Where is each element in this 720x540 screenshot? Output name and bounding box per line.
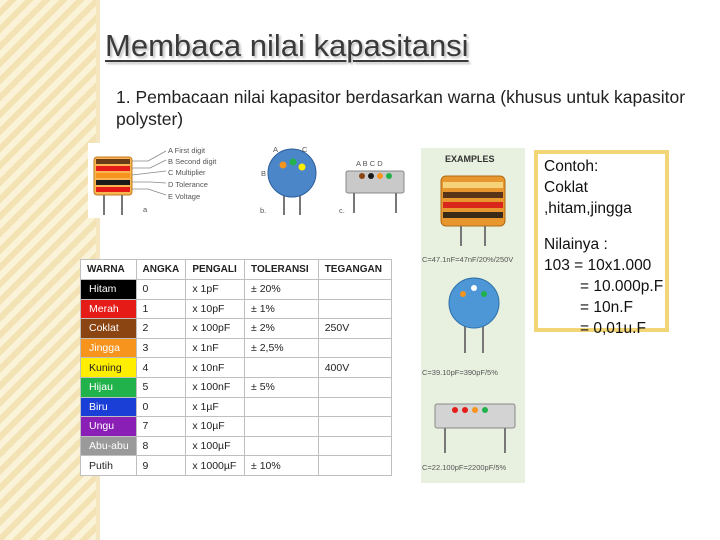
cell-tegangan xyxy=(318,436,391,456)
header-angka: ANGKA xyxy=(136,260,186,280)
table-row xyxy=(81,319,392,339)
cell-toleransi: ± 10% xyxy=(245,456,319,476)
table-row xyxy=(81,280,392,300)
example-1-value: C=47.1nF=47nF/20%/250V xyxy=(422,255,514,264)
cell-tegangan: 400V xyxy=(318,358,391,378)
cell-toleransi xyxy=(245,397,319,417)
slide-title: Membaca nilai kapasitansi xyxy=(105,28,469,63)
nilai-label: Nilainya : xyxy=(544,236,608,253)
calc-line-2: = 10.000p.F xyxy=(580,278,664,295)
example-3-value: C=22.100pF=2200pF/5% xyxy=(422,463,507,472)
capacitor-diagram-b xyxy=(256,143,328,218)
figure-b-marker: b. xyxy=(260,206,267,215)
cell-angka: 5 xyxy=(136,377,186,397)
cell-warna: Hitam xyxy=(81,280,137,300)
cell-angka: 9 xyxy=(136,456,186,476)
cell-tegangan xyxy=(318,397,391,417)
disc-letter-b: B xyxy=(261,169,267,178)
contoh-line-2: ,hitam,jingga xyxy=(544,200,632,217)
table-row xyxy=(81,338,392,358)
cell-pengali: x 10pF xyxy=(186,299,245,319)
header-tegangan: TEGANGAN xyxy=(318,260,391,280)
header-pengali: PENGALI xyxy=(186,260,245,280)
cell-angka: 8 xyxy=(136,436,186,456)
calc-line-3: = 10n.F xyxy=(580,299,633,316)
cell-tegangan: 250V xyxy=(318,319,391,339)
cell-tegangan xyxy=(318,338,391,358)
examples-illustration xyxy=(421,148,525,483)
cell-pengali: x 1nF xyxy=(186,338,245,358)
cell-warna: Merah xyxy=(81,299,137,319)
cell-warna: Coklat xyxy=(81,319,137,339)
capacitor-diagram-c xyxy=(336,143,416,218)
cell-angka: 3 xyxy=(136,338,186,358)
table-header-row xyxy=(81,260,392,280)
cell-tegangan xyxy=(318,456,391,476)
cell-pengali: x 1pF xyxy=(186,280,245,300)
table-row xyxy=(81,299,392,319)
cell-pengali: x 1000µF xyxy=(186,456,245,476)
cell-toleransi xyxy=(245,436,319,456)
color-code-table xyxy=(80,259,392,476)
cell-pengali: x 10nF xyxy=(186,358,245,378)
capacitor-diagram-a xyxy=(88,143,250,218)
cell-pengali: x 100pF xyxy=(186,319,245,339)
cell-pengali: x 100nF xyxy=(186,377,245,397)
cell-toleransi xyxy=(245,417,319,437)
intro-text: 1. Pembacaan nilai kapasitor berdasarkan warna (khusus untuk kapasitor polyster) xyxy=(116,87,686,129)
cell-toleransi: ± 2% xyxy=(245,319,319,339)
digit-label-e: E Voltage xyxy=(168,192,201,201)
disc-capacitor-illustration xyxy=(256,143,328,218)
disc-letter-c: C xyxy=(302,145,308,154)
examples-title: EXAMPLES xyxy=(445,154,495,164)
cell-warna: Hijau xyxy=(81,377,137,397)
example-calculation-box xyxy=(534,150,669,337)
calc-line-1: 103 = 10x1.000 xyxy=(544,257,652,274)
box-capacitor-illustration xyxy=(336,143,416,218)
header-toleransi: TOLERANSI xyxy=(245,260,319,280)
cell-toleransi: ± 2,5% xyxy=(245,338,319,358)
table-row xyxy=(81,377,392,397)
cell-warna: Ungu xyxy=(81,417,137,437)
cell-tegangan xyxy=(318,280,391,300)
figure-a-marker: a xyxy=(143,205,148,214)
examples-panel xyxy=(421,148,525,483)
table-row xyxy=(81,436,392,456)
cell-warna: Jingga xyxy=(81,338,137,358)
cell-angka: 1 xyxy=(136,299,186,319)
calc-line-4: = 0,01u.F xyxy=(580,320,646,337)
cell-pengali: x 10µF xyxy=(186,417,245,437)
table-row xyxy=(81,417,392,437)
cell-warna: Kuning xyxy=(81,358,137,378)
cell-warna: Putih xyxy=(81,456,137,476)
cell-pengali: x 1µF xyxy=(186,397,245,417)
cell-toleransi xyxy=(245,358,319,378)
contoh-label: Contoh: xyxy=(544,158,599,175)
figure-c-marker: c. xyxy=(339,206,345,215)
cell-angka: 0 xyxy=(136,397,186,417)
cell-angka: 2 xyxy=(136,319,186,339)
table-row xyxy=(81,358,392,378)
table-row xyxy=(81,397,392,417)
digit-label-c: C Multiplier xyxy=(168,168,206,177)
cell-angka: 4 xyxy=(136,358,186,378)
cell-toleransi: ± 20% xyxy=(245,280,319,300)
cell-angka: 0 xyxy=(136,280,186,300)
contoh-line-1: Coklat xyxy=(544,179,588,196)
cell-tegangan xyxy=(318,377,391,397)
cell-angka: 7 xyxy=(136,417,186,437)
cell-warna: Biru xyxy=(81,397,137,417)
box-letters: A B C D xyxy=(356,159,383,168)
digit-label-b: B Second digit xyxy=(168,157,217,166)
cell-pengali: x 100µF xyxy=(186,436,245,456)
header-warna: WARNA xyxy=(81,260,137,280)
cell-toleransi: ± 1% xyxy=(245,299,319,319)
cell-tegangan xyxy=(318,417,391,437)
cell-tegangan xyxy=(318,299,391,319)
disc-letter-a: A xyxy=(273,145,279,154)
digit-label-a: A First digit xyxy=(168,146,206,155)
cell-toleransi: ± 5% xyxy=(245,377,319,397)
digit-label-d: D Tolerance xyxy=(168,180,208,189)
example-2-value: C=39.10pF=390pF/5% xyxy=(422,368,498,377)
cell-warna: Abu-abu xyxy=(81,436,137,456)
table-row xyxy=(81,456,392,476)
